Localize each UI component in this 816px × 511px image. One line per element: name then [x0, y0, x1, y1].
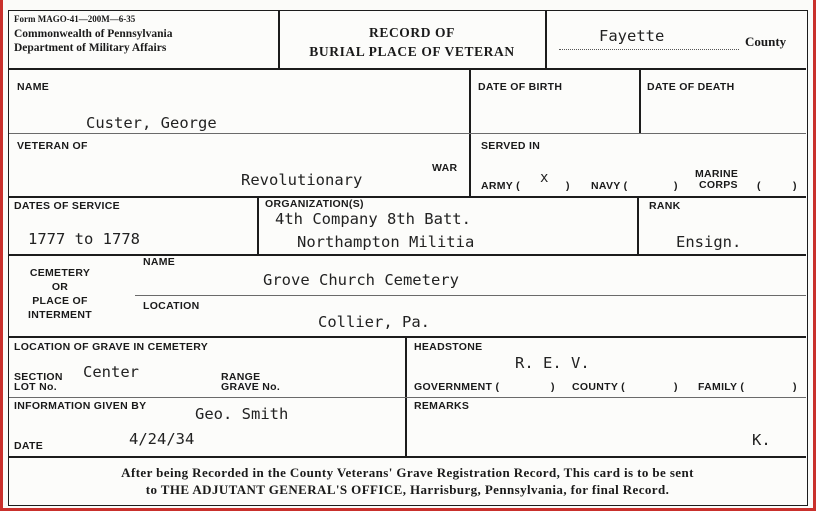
marine-label-1: MARINE [695, 168, 739, 180]
remarks-value: K. [752, 431, 771, 449]
org-line-2: Department of Military Affairs [14, 42, 167, 54]
war-value: Revolutionary [241, 171, 363, 189]
date-value: 4/24/34 [129, 430, 195, 448]
cemetery-location-value: Collier, Pa. [318, 313, 430, 331]
marine-label-2: CORPS [699, 179, 738, 191]
divider [9, 68, 806, 70]
divider [639, 68, 641, 134]
footer-line-1: After being Recorded in the County Veterans' Grave Registration Record, This card is to be sent [121, 465, 694, 480]
divider [469, 68, 471, 196]
name-label: NAME [17, 81, 50, 93]
organizations-label: ORGANIZATION(S) [265, 198, 364, 210]
date-of-death-label: DATE OF DEATH [647, 81, 735, 93]
navy-close: ) [674, 180, 678, 192]
served-in-label: SERVED IN [481, 140, 541, 152]
range-label: RANGE [221, 371, 261, 383]
title-line-2: BURIAL PLACE OF VETERAN [309, 44, 515, 59]
divider [135, 295, 806, 296]
divider [9, 196, 806, 198]
government-close: ) [551, 381, 555, 393]
government-label: GOVERNMENT ( [414, 381, 500, 393]
family-close: ) [793, 381, 797, 393]
cemetery-label-4: INTERMENT [28, 309, 92, 321]
divider [257, 196, 259, 254]
war-label: WAR [432, 162, 458, 174]
organization-line-1: 4th Company 8th Batt. [275, 210, 471, 228]
divider [637, 196, 639, 254]
date-label: DATE [14, 440, 44, 452]
divider [9, 336, 806, 338]
divider [9, 456, 806, 458]
cemetery-location-label: LOCATION [143, 300, 200, 312]
navy-label: NAVY ( [591, 180, 628, 192]
cemetery-name-value: Grove Church Cemetery [263, 271, 459, 289]
county-marker-label: COUNTY ( [572, 381, 625, 393]
divider [545, 11, 547, 68]
section-label: SECTION [14, 371, 63, 383]
county-label: County [745, 34, 787, 49]
organization-line-2: Northampton Militia [297, 233, 475, 251]
army-close: ) [566, 180, 570, 192]
footer-line-2: to THE ADJUTANT GENERAL'S OFFICE, Harrisburg, Pennsylvania, for final Record. [145, 482, 670, 497]
date-of-birth-label: DATE OF BIRTH [478, 81, 563, 93]
headstone-value: R. E. V. [515, 354, 590, 372]
veteran-of-label: VETERAN OF [17, 140, 88, 152]
rank-label: RANK [649, 200, 681, 212]
county-underline [559, 49, 739, 50]
headstone-label: HEADSTONE [414, 341, 483, 353]
org-line-1: Commonwealth of Pennsylvania [14, 28, 173, 40]
section-value: Center [83, 363, 139, 381]
divider [405, 336, 407, 456]
remarks-label: REMARKS [414, 400, 470, 412]
divider [9, 133, 806, 134]
lot-label: LOT No. [14, 381, 57, 393]
dates-of-service-value: 1777 to 1778 [28, 230, 140, 248]
title-line-1: RECORD OF [368, 25, 456, 40]
cemetery-label-2: OR [51, 281, 69, 293]
county-marker-close: ) [674, 381, 678, 393]
burial-record-card [8, 10, 808, 506]
rank-value: Ensign. [676, 233, 742, 251]
divider [9, 397, 806, 398]
information-given-label: INFORMATION GIVEN BY [14, 400, 147, 412]
marine-close: ) [793, 180, 797, 192]
form-number: Form MAGO-41—200M—6-35 [14, 14, 136, 24]
family-label: FAMILY ( [698, 381, 745, 393]
information-given-value: Geo. Smith [195, 405, 289, 423]
grave-location-label: LOCATION OF GRAVE IN CEMETERY [14, 341, 209, 353]
army-checkmark: x [540, 170, 549, 186]
divider [9, 254, 806, 256]
cemetery-name-label: NAME [143, 256, 176, 268]
veteran-name: Custer, George [86, 114, 217, 132]
cemetery-label-1: CEMETERY [29, 267, 91, 279]
marine-open: ( [757, 180, 761, 192]
county-value: Fayette [599, 27, 665, 45]
army-label: ARMY ( [481, 180, 520, 192]
cemetery-label-3: PLACE OF [32, 295, 88, 307]
dates-of-service-label: DATES OF SERVICE [14, 200, 120, 212]
grave-number-label: GRAVE No. [221, 381, 281, 393]
